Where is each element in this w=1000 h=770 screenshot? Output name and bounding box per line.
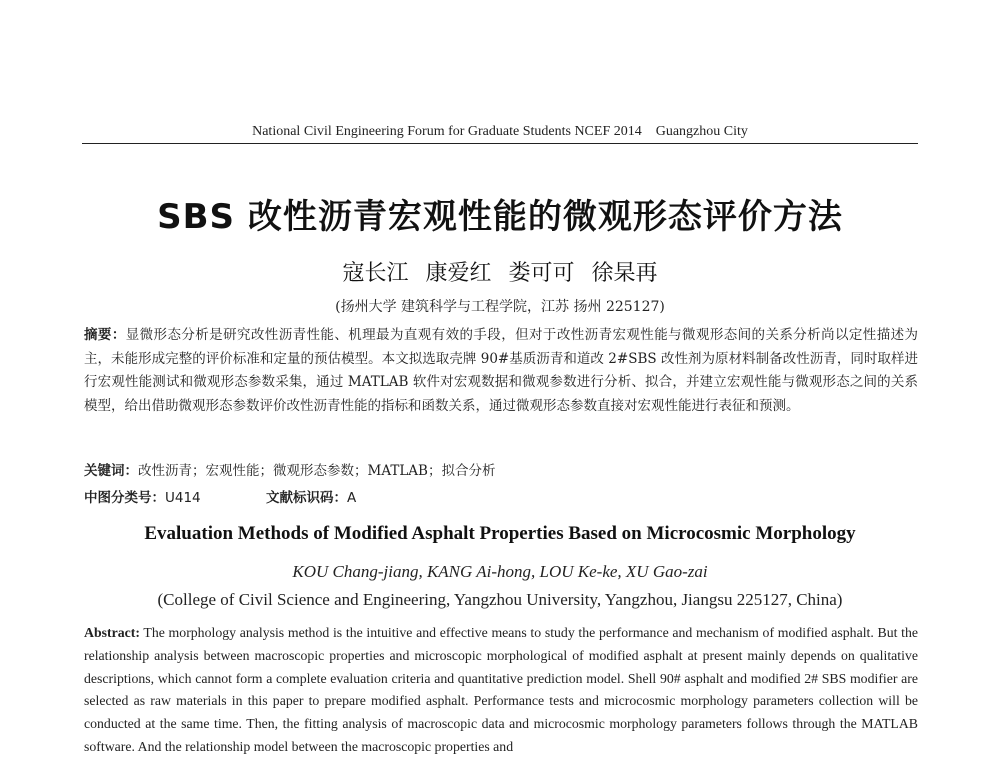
document-code (266, 486, 356, 506)
author-1: 寇长江 (342, 261, 409, 286)
doc-label: 文献标识码： (266, 490, 347, 506)
english-affiliation: (College of Civil Science and Engineering, Yangzhou University, Yangzhou, Jiangsu 225127, China) (157, 590, 843, 609)
author-4: 徐杲再 (591, 261, 658, 286)
classification-line (84, 486, 357, 506)
doc-value: A (347, 490, 357, 506)
english-abstract (84, 622, 918, 759)
running-header (0, 124, 1000, 140)
english-abstract-label: Abstract: (84, 625, 140, 640)
chinese-affiliation: (扬州大学 建筑科学与工程学院，江苏 扬州 225127) (335, 299, 665, 315)
keywords-text: 改性沥青；宏观性能；微观形态参数；MATLAB；拟合分析 (138, 463, 496, 479)
journal-name: National Civil Engineering Forum for Graduate Students NCEF 2014 (252, 124, 642, 139)
chinese-keywords (84, 459, 495, 479)
class-value: U414 (165, 490, 201, 506)
chinese-abstract-label: 摘要： (84, 327, 126, 343)
header-rule (82, 143, 918, 144)
chinese-abstract (84, 324, 918, 418)
english-title: Evaluation Methods of Modified Asphalt Properties Based on Microcosmic Morphology (144, 523, 856, 544)
journal-city: Guangzhou City (655, 124, 748, 139)
author-2: 康爱红 (425, 261, 492, 286)
class-label: 中图分类号： (84, 490, 165, 506)
keywords-label: 关键词： (84, 463, 138, 479)
english-authors: KOU Chang-jiang, KANG Ai-hong, LOU Ke-ke, XU Gao-zai (292, 562, 708, 581)
author-3: 娄可可 (508, 261, 575, 286)
chinese-authors (0, 256, 1000, 287)
chinese-title: SBS 改性沥青宏观性能的微观形态评价方法 (157, 197, 843, 237)
english-abstract-text: The morphology analysis method is the intuitive and effective means to study the performance and mechanism of modified asphalt. But the relationship analysis between macroscopic properties and microscopic morphological of modified asphalt at present mainly depends on qualitative descriptions, which cannot form a complete evaluation criteria and quantitative prediction model. Shell 90# asphalt and modified 2# SBS modifier are selected as raw materials in this paper to prepare modified asphalt. Performance tests and microcosmic morphology parameters collection will be conducted at the same time. Then, the fitting analysis of macroscopic data and microcosmic morphology parameters follows through the MATLAB software. And the relationship model between the macroscopic properties and (84, 625, 919, 754)
chinese-abstract-text: 显微形态分析是研究改性沥青性能、机理最为直观有效的手段，但对于改性沥青宏观性能与微观形态间的关系分析尚以定性描述为主，未能形成完整的评价标准和定量的预估模型。本文拟选取壳牌 90#基质沥青和道改 2#SBS 改性剂为原材料制备改性沥青，同时取样进行宏观性能测试和微观形态参数采集，通过 MATLAB 软件对宏观数据和微观参数进行分析、拟合，并建立宏观性能与微观形态之间的关系模型，给出借助微观形态参数评价改性沥青性能的指标和函数关系，通过微观形态参数直接对宏观性能进行表征和预测。 (84, 327, 919, 414)
